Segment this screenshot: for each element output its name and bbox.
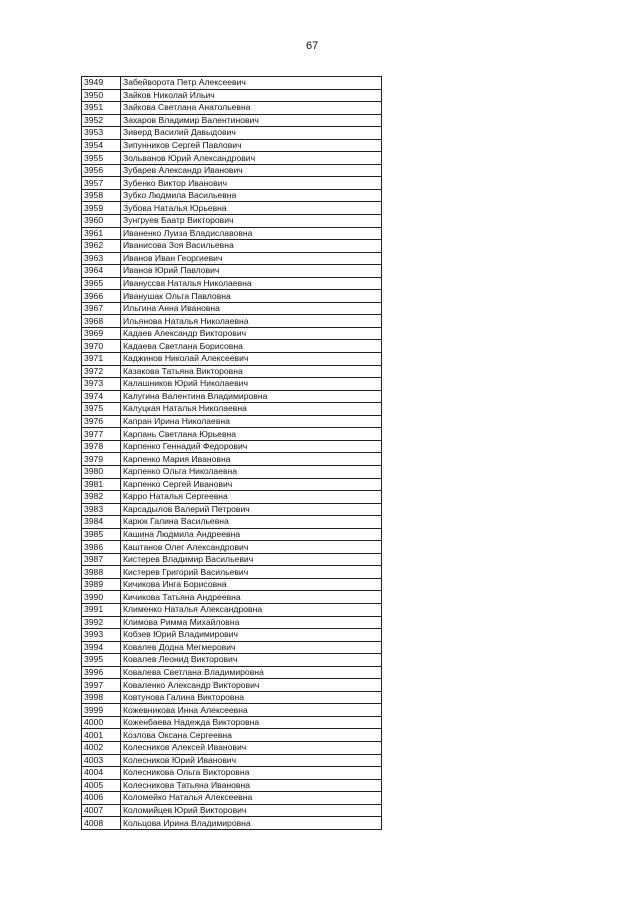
person-name-cell: Кожевникова Инна Алексеевна [121, 704, 382, 717]
person-name-cell: Карюк Галина Васильевна [121, 516, 382, 529]
person-name-cell: Иванушак Ольга Павловна [121, 290, 382, 303]
person-name-cell: Коженбаева Надежда Викторовна [121, 716, 382, 729]
person-name-cell: Зубова Наталья Юрьевна [121, 202, 382, 215]
table-row [82, 302, 382, 315]
table-row [82, 415, 382, 428]
row-number-cell: 4002 [82, 741, 121, 754]
person-name-cell: Кобзев Юрий Владимирович [121, 629, 382, 642]
table-row [82, 440, 382, 453]
table-row [82, 202, 382, 215]
person-name-cell: Козлова Оксана Сергеевна [121, 729, 382, 742]
table-row [82, 265, 382, 278]
row-number-cell: 3985 [82, 528, 121, 541]
row-number-cell: 4005 [82, 779, 121, 792]
person-name-cell: Кичикова Инга Борисовна [121, 578, 382, 591]
table-row [82, 817, 382, 830]
row-number-cell: 3983 [82, 503, 121, 516]
table-row [82, 779, 382, 792]
row-number-cell: 3974 [82, 390, 121, 403]
person-name-cell: Карпенко Геннадий Федорович [121, 440, 382, 453]
person-name-cell: Кичикова Татьяна Андреевна [121, 591, 382, 604]
person-name-cell: Ковалев Леонид Викторович [121, 654, 382, 667]
row-number-cell: 3992 [82, 616, 121, 629]
table-row [82, 340, 382, 353]
row-number-cell: 3999 [82, 704, 121, 717]
table-row [82, 114, 382, 127]
person-name-cell: Калугина Валентина Владимировна [121, 390, 382, 403]
row-number-cell: 3993 [82, 629, 121, 642]
table-row [82, 139, 382, 152]
table-row [82, 89, 382, 102]
person-name-cell: Иванов Иван Георгиевич [121, 252, 382, 265]
row-number-cell: 3949 [82, 77, 121, 90]
table-row [82, 553, 382, 566]
row-number-cell: 3978 [82, 440, 121, 453]
row-number-cell: 3950 [82, 89, 121, 102]
row-number-cell: 4003 [82, 754, 121, 767]
person-name-cell: Карро Наталья Сергеевна [121, 491, 382, 504]
table-row [82, 503, 382, 516]
person-name-cell: Калуцкая Наталья Николаевна [121, 403, 382, 416]
person-name-cell: Ильгина Анна Ивановна [121, 302, 382, 315]
row-number-cell: 3998 [82, 691, 121, 704]
row-number-cell: 3976 [82, 415, 121, 428]
row-number-cell: 3952 [82, 114, 121, 127]
table-row [82, 691, 382, 704]
row-number-cell: 3970 [82, 340, 121, 353]
person-name-cell: Коломейко Наталья Алексеевна [121, 792, 382, 805]
table-row [82, 240, 382, 253]
person-name-cell: Ковалева Светлана Владимировна [121, 666, 382, 679]
table-row [82, 704, 382, 717]
page-number: 67 [306, 40, 319, 52]
table-row [82, 478, 382, 491]
row-number-cell: 3951 [82, 102, 121, 115]
person-name-cell: Казакова Татьяна Викторовна [121, 365, 382, 378]
table-row [82, 641, 382, 654]
roster-table [81, 76, 382, 830]
table-row [82, 227, 382, 240]
table-row [82, 189, 382, 202]
row-number-cell: 3960 [82, 215, 121, 228]
table-row [82, 152, 382, 165]
person-name-cell: Зубарев Александр Иванович [121, 164, 382, 177]
row-number-cell: 3982 [82, 491, 121, 504]
person-name-cell: Зольванов Юрий Александрович [121, 152, 382, 165]
person-name-cell: Забейворота Петр Алексеевич [121, 77, 382, 90]
person-name-cell: Кистерев Владимир Васильевич [121, 553, 382, 566]
row-number-cell: 4004 [82, 767, 121, 780]
person-name-cell: Кистерев Григорий Васильевич [121, 566, 382, 579]
row-number-cell: 3996 [82, 666, 121, 679]
person-name-cell: Карпенко Сергей Иванович [121, 478, 382, 491]
table-row [82, 252, 382, 265]
row-number-cell: 3986 [82, 541, 121, 554]
row-number-cell: 3979 [82, 453, 121, 466]
row-number-cell: 4000 [82, 716, 121, 729]
person-name-cell: Ивануссва Наталья Николаевна [121, 277, 382, 290]
table-row [82, 603, 382, 616]
table-row [82, 541, 382, 554]
person-name-cell: Зиверд Василий Давыдович [121, 127, 382, 140]
table-row [82, 578, 382, 591]
table-row [82, 654, 382, 667]
row-number-cell: 3965 [82, 277, 121, 290]
table-row [82, 453, 382, 466]
row-number-cell: 3968 [82, 315, 121, 328]
person-name-cell: Захаров Владимир Валентинович [121, 114, 382, 127]
table-row [82, 77, 382, 90]
person-name-cell: Ковалев Додна Мегмерович [121, 641, 382, 654]
table-row [82, 327, 382, 340]
table-row [82, 403, 382, 416]
person-name-cell: Кадаев Александр Викторович [121, 327, 382, 340]
table-row [82, 277, 382, 290]
table-row [82, 741, 382, 754]
table-row [82, 465, 382, 478]
row-number-cell: 3990 [82, 591, 121, 604]
table-row [82, 629, 382, 642]
person-name-cell: Карсадылов Валерий Петрович [121, 503, 382, 516]
table-row [82, 566, 382, 579]
table-row [82, 716, 382, 729]
person-name-cell: Иваненко Луиза Владиславовна [121, 227, 382, 240]
person-name-cell: Зунгруев Баатр Викторович [121, 215, 382, 228]
table-row [82, 102, 382, 115]
table-row [82, 754, 382, 767]
person-name-cell: Карпенко Мария Ивановна [121, 453, 382, 466]
row-number-cell: 3964 [82, 265, 121, 278]
person-name-cell: Колесников Алексей Иванович [121, 741, 382, 754]
row-number-cell: 4006 [82, 792, 121, 805]
person-name-cell: Ковтунова Галина Викторовна [121, 691, 382, 704]
row-number-cell: 3966 [82, 290, 121, 303]
person-name-cell: Зайкова Светлана Анатольевна [121, 102, 382, 115]
row-number-cell: 3971 [82, 353, 121, 366]
person-name-cell: Кадаева Светлана Борисовна [121, 340, 382, 353]
person-name-cell: Колесников Юрий Иванович [121, 754, 382, 767]
table-row [82, 679, 382, 692]
row-number-cell: 3997 [82, 679, 121, 692]
row-number-cell: 3962 [82, 240, 121, 253]
table-row [82, 390, 382, 403]
person-name-cell: Карпенко Ольга Николаевна [121, 465, 382, 478]
table-row [82, 177, 382, 190]
person-name-cell: Коваленко Александр Викторович [121, 679, 382, 692]
person-name-cell: Иванов Юрий Павлович [121, 265, 382, 278]
row-number-cell: 3954 [82, 139, 121, 152]
table-row [82, 804, 382, 817]
table-row [82, 729, 382, 742]
person-name-cell: Каштанов Олег Александрович [121, 541, 382, 554]
person-name-cell: Иванисова Зоя Васильевна [121, 240, 382, 253]
person-name-cell: Зипунников Сергей Павлович [121, 139, 382, 152]
row-number-cell: 3975 [82, 403, 121, 416]
table-row [82, 215, 382, 228]
person-name-cell: Коломийцев Юрий Викторович [121, 804, 382, 817]
row-number-cell: 4007 [82, 804, 121, 817]
person-name-cell: Калашников Юрий Николаевич [121, 378, 382, 391]
row-number-cell: 4001 [82, 729, 121, 742]
table-row [82, 591, 382, 604]
table-row [82, 164, 382, 177]
row-number-cell: 3995 [82, 654, 121, 667]
person-name-cell: Кольцова Ирина Владимировна [121, 817, 382, 830]
person-name-cell: Зубенко Виктор Иванович [121, 177, 382, 190]
row-number-cell: 3967 [82, 302, 121, 315]
row-number-cell: 3980 [82, 465, 121, 478]
person-name-cell: Колесникова Татьяна Ивановна [121, 779, 382, 792]
table-row [82, 428, 382, 441]
table-row [82, 353, 382, 366]
row-number-cell: 3994 [82, 641, 121, 654]
row-number-cell: 3969 [82, 327, 121, 340]
table-row [82, 616, 382, 629]
row-number-cell: 3977 [82, 428, 121, 441]
person-name-cell: Зубко Людмила Васильевна [121, 189, 382, 202]
row-number-cell: 3984 [82, 516, 121, 529]
row-number-cell: 3957 [82, 177, 121, 190]
row-number-cell: 3972 [82, 365, 121, 378]
table-row [82, 491, 382, 504]
roster-table-body [82, 77, 382, 830]
table-row [82, 767, 382, 780]
row-number-cell: 3958 [82, 189, 121, 202]
row-number-cell: 3963 [82, 252, 121, 265]
person-name-cell: Кашина Людмила Андреевна [121, 528, 382, 541]
person-name-cell: Клименко Наталья Александровна [121, 603, 382, 616]
row-number-cell: 3988 [82, 566, 121, 579]
person-name-cell: Колесникова Ольга Викторовна [121, 767, 382, 780]
table-row [82, 666, 382, 679]
person-name-cell: Ильянова Наталья Николаевна [121, 315, 382, 328]
row-number-cell: 3973 [82, 378, 121, 391]
row-number-cell: 3955 [82, 152, 121, 165]
row-number-cell: 3953 [82, 127, 121, 140]
table-row [82, 290, 382, 303]
row-number-cell: 3961 [82, 227, 121, 240]
table-row [82, 528, 382, 541]
table-row [82, 127, 382, 140]
table-row [82, 315, 382, 328]
person-name-cell: Карпань Светлана Юрьевна [121, 428, 382, 441]
table-row [82, 792, 382, 805]
person-name-cell: Климова Римма Михайловна [121, 616, 382, 629]
row-number-cell: 3981 [82, 478, 121, 491]
row-number-cell: 3987 [82, 553, 121, 566]
person-name-cell: Капран Ирина Николаевна [121, 415, 382, 428]
table-row [82, 365, 382, 378]
row-number-cell: 3959 [82, 202, 121, 215]
row-number-cell: 3956 [82, 164, 121, 177]
row-number-cell: 3991 [82, 603, 121, 616]
table-row [82, 378, 382, 391]
table-row [82, 516, 382, 529]
row-number-cell: 4008 [82, 817, 121, 830]
row-number-cell: 3989 [82, 578, 121, 591]
person-name-cell: Каджинов Николай Алексеевич [121, 353, 382, 366]
person-name-cell: Зайков Николай Ильич [121, 89, 382, 102]
